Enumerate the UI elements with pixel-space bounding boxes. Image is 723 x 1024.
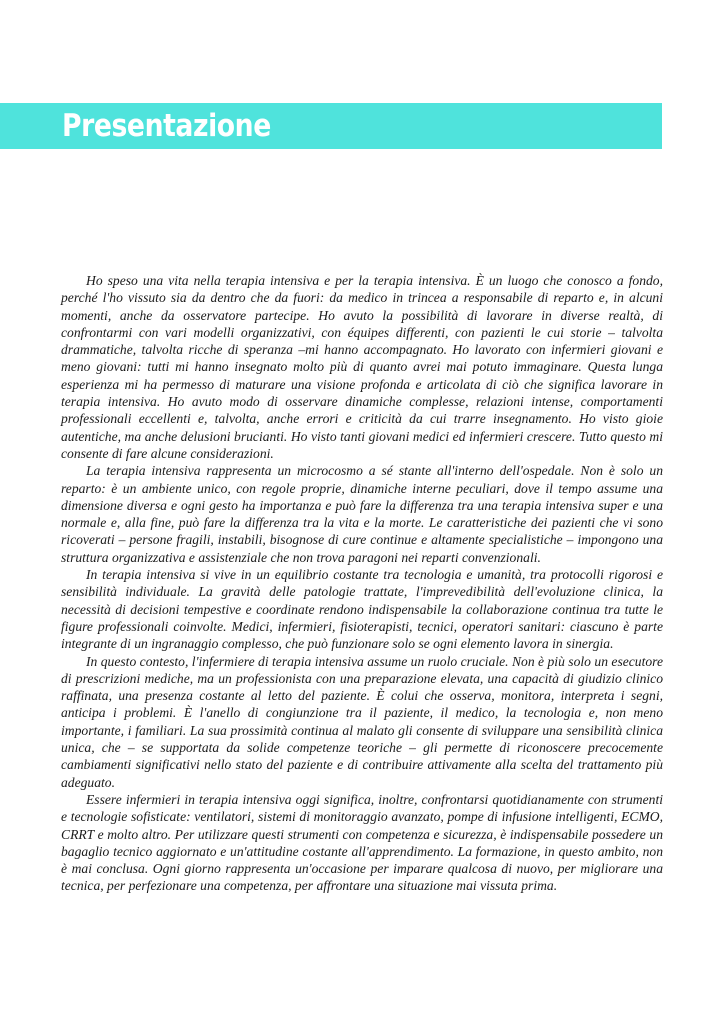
paragraph-5: Essere infermieri in terapia intensiva oggi significa, inoltre, confrontarsi quotidianamente con strumenti e tecnologie sofisticate: ventilatori, sistemi di monitoraggio avanzato, pompe di infusione intelligenti, ECMO, CRRT e molto altro. Per utilizzare questi strumenti con competenza e sicurezza, è indispensabile possedere un bagaglio tecnico aggiornato e un'attitudine costante all'apprendimento. La formazione, in questo ambito, non è mai conclusa. Ogni giorno rappresenta un'occasione per imparare qualcosa di nuovo, per migliorare una tecnica, per perfezionare una competenza, per affrontare una situazione mai vissuta prima. (61, 791, 663, 894)
paragraph-4: In questo contesto, l'infermiere di terapia intensiva assume un ruolo cruciale. Non è più solo un esecutore di prescrizioni mediche, ma un professionista con una preparazione elevata, una capacità di giudizio clinico raffinata, una presenza costante al letto del paziente. È colui che osserva, monitora, interpreta i segni, anticipa i problemi. È l'anello di congiunzione tra il paziente, il medico, la tecnologia e, non meno importante, i familiari. La sua prossimità continua al malato gli consente di sviluppare una sensibilità clinica unica, che – se supportata da solide competenze teoriche – gli permette di riconoscere precocemente cambiamenti significativi nello stato del paziente e di contribuire attivamente alla scelta del trattamento più adeguato. (61, 653, 663, 790)
paragraph-3: In terapia intensiva si vive in un equilibrio costante tra tecnologia e umanità, tra protocolli rigorosi e sensibilità individuale. La gravità delle patologie trattate, l'imprevedibilità dell'evoluzione clinica, la necessità di decisioni tempestive e coordinate rendono indispensabile la collaborazione continua tra tutte le figure professionali coinvolte. Medici, infermieri, fisioterapisti, tecnici, operatori sanitari: ciascuno è parte integrante di un ingranaggio complesso, che può funzionare solo se ogni elemento lavora in sinergia. (61, 567, 663, 652)
page-title: Presentazione (62, 108, 271, 144)
body-text (61, 272, 663, 895)
paragraph-2: La terapia intensiva rappresenta un microcosmo a sé stante all'interno dell'ospedale. Non è solo un reparto: è un ambiente unico, con regole proprie, dinamiche interne peculiari, dove il tempo assume una dimensione diversa e ogni gesto ha importanza e può fare la differenza tra una terapia intensiva super e una normale e, alla fine, può fare la differenza tra la vita e la morte. Le caratteristiche dei pazienti che vi sono ricoverati – persone fragili, instabili, bisognose di cure continue e altamente specialistiche – impongono una struttura organizzativa e assistenziale che non trova paragoni nei reparti convenzionali. (61, 463, 663, 565)
paragraph-1: Ho speso una vita nella terapia intensiva e per la terapia intensiva. È un luogo che conosco a fondo, perché l'ho vissuto sia da dentro che da fuori: da medico in trincea a responsabile di reparto e, in alcuni momenti, anche da osservatore partecipe. Ho avuto la possibilità di lavorare in diverse realtà, di confrontarmi con vari modelli organizzativi, con équipes differenti, con pazienti le cui storie – talvolta drammatiche, talvolta ricche di speranza –mi hanno accompagnato. Ho lavorato con infermieri giovani e meno giovani: tutti mi hanno insegnato molto più di quanto avrei mai potuto immaginare. Questa lunga esperienza mi ha permesso di maturare una visione profonda e articolata di ciò che significa lavorare in terapia intensiva. Ho avuto modo di osservare dinamiche complesse, relazioni intense, comportamenti professionali eccellenti e, talvolta, anche errori e criticità da cui trarre insegnamento. Ho visto gioie autentiche, ma anche delusioni brucianti. Ho visto tanti giovani medici ed infermieri crescere. Tutto questo mi consente di fare alcune considerazioni. (61, 273, 663, 461)
